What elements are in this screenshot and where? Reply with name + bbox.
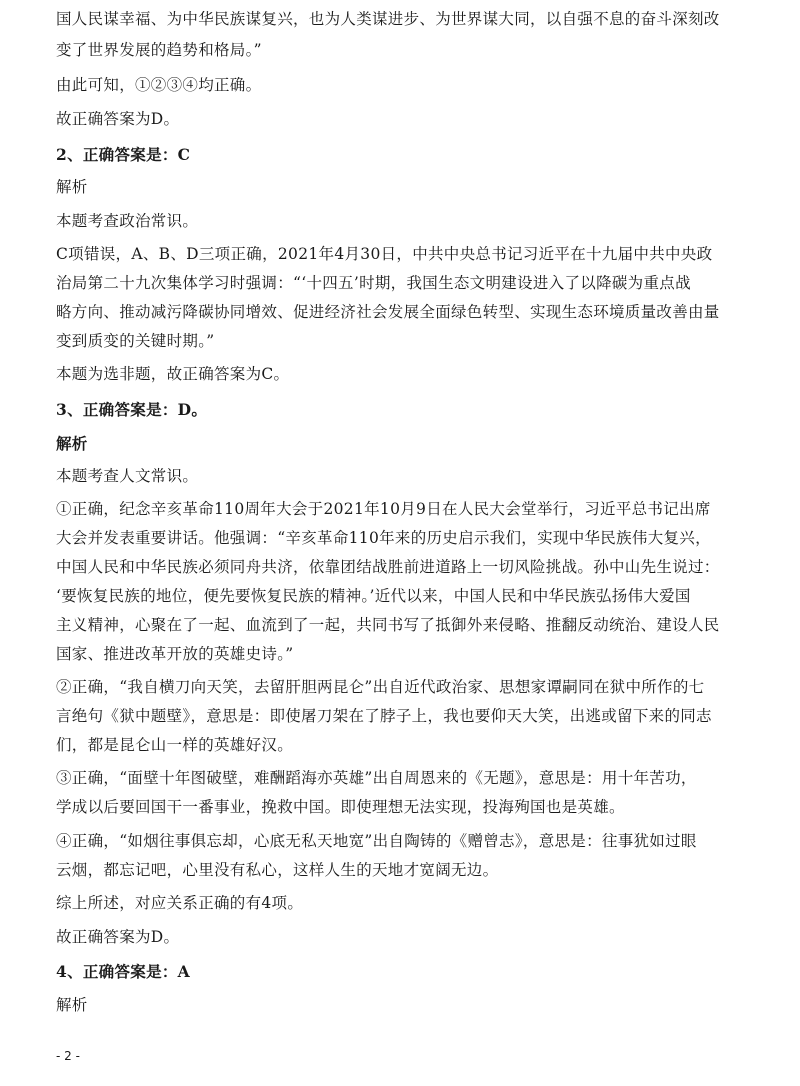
analysis-label: 解析 [56,178,88,196]
conclusion-line: 由此可知，①②③④均正确。 [56,76,262,94]
paragraph-line: 主义精神，心聚在了一起、血流到了一起，共同书写了抵御外来侵略、推翻反动统治、建设人民 [56,616,720,634]
answer-line: 故正确答案为D。 [56,110,180,128]
answer-line: 本题为选非题，故正确答案为C。 [56,365,290,383]
topic-line: 本题考查政治常识。 [56,212,199,230]
question-4-answer-heading: 4、正确答案是：A [56,962,191,981]
paragraph-line: ①正确，纪念辛亥革命110周年大会于2021年10月9日在人民大会堂举行，习近平总书记出席 [56,500,711,518]
paragraph-line: 中国人民和中华民族必须同舟共济，依靠团结战胜前进道路上一切风险挑战。孙中山先生说过： [56,558,720,576]
paragraph-line: ③正确，“面壁十年图破壁，难酬蹈海亦英雄”出自周恩来的《无题》，意思是：用十年苦功， [56,769,697,787]
paragraph-line: 云烟，都忘记吧，心里没有私心，这样人生的天地才宽阔无边。 [56,861,499,879]
analysis-label: 解析 [56,996,88,1014]
paragraph-line: C项错误，A、B、D三项正确，2021年4月30日，中共中央总书记习近平在十九届中共中央政 [56,245,713,263]
paragraph-line: ‘要恢复民族的地位，便先要恢复民族的精神。’近代以来，中国人民和中华民族弘扬伟大爱国 [56,587,691,605]
summary-line: 综上所述，对应关系正确的有4项。 [56,894,304,912]
analysis-label: 解析 [56,434,88,453]
paragraph-line: 们，都是昆仑山一样的英雄好汉。 [56,736,294,754]
paragraph-line: 变到质变的关键时期。” [56,332,215,350]
paragraph-line: 国人民谋幸福、为中华民族谋复兴，也为人类谋进步、为世界谋大同，以自强不息的奋斗深刻改 [56,10,720,28]
topic-line: 本题考查人文常识。 [56,467,199,485]
paragraph-line: 国家、推进改革开放的英雄史诗。” [56,645,294,663]
paragraph-line: 大会并发表重要讲话。他强调：“辛亥革命110年来的历史启示我们，实现中华民族伟大复兴， [56,529,711,547]
paragraph-line: 治局第二十九次集体学习时强调：“‘十四五’时期，我国生态文明建设进入了以降碳为重点战 [56,274,691,292]
paragraph-line: ④正确，“如烟往事俱忘却，心底无私天地宽”出自陶铸的《赠曾志》，意思是：往事犹如过眼 [56,832,697,850]
answer-line: 故正确答案为D。 [56,928,180,946]
paragraph-line: 变了世界发展的趋势和格局。” [56,41,262,59]
paragraph-line: 略方向、推动减污降碳协同增效、促进经济社会发展全面绿色转型、实现生态环境质量改善由量 [56,303,720,321]
paragraph-line: ②正确，“我自横刀向天笑，去留肝胆两昆仑”出自近代政治家、思想家谭嗣同在狱中所作的七 [56,678,705,696]
question-2-answer-heading: 2、正确答案是：C [56,145,191,164]
paragraph-line: 学成以后要回国干一番事业，挽救中国。即使理想无法实现，投海殉国也是英雄。 [56,798,625,816]
page-number: - 2 - [56,1049,80,1063]
paragraph-line: 言绝句《狱中题壁》，意思是：即使屠刀架在了脖子上，我也要仰天大笑，出逃或留下来的同志 [56,707,712,725]
question-3-answer-heading: 3、正确答案是：D。 [56,400,208,419]
